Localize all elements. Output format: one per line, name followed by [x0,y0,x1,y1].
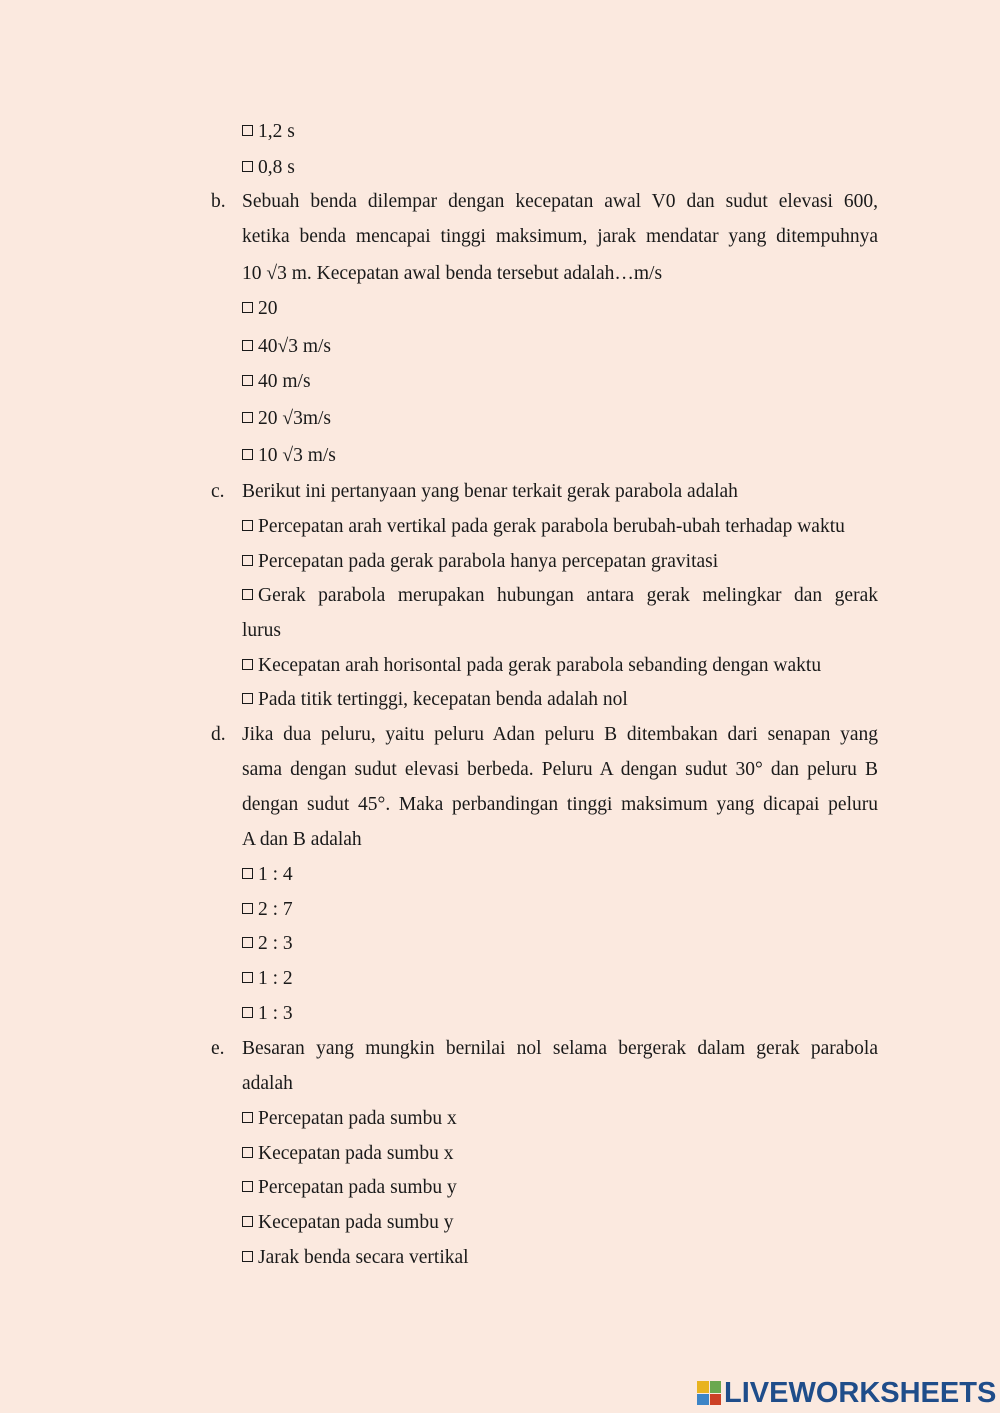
question-e-text-line: Besaran yang mungkin bernilai nol selama bergerak dalam gerak parabola [242,1038,878,1059]
checkbox[interactable] [242,903,253,914]
question-b-text-line: Sebuah benda dilempar dengan kecepatan awal V0 dan sudut elevasi 600, [242,191,878,212]
option-d-2[interactable]: 2 : 7 [242,897,293,923]
checkbox[interactable] [242,659,253,670]
option-d-1[interactable]: 1 : 4 [242,862,293,888]
option-b-4[interactable]: 20 √3m/s [242,406,331,432]
option-b-5[interactable]: 10 √3 m/s [242,443,336,469]
logo-square [697,1381,709,1393]
checkbox[interactable] [242,520,253,531]
option-e-1[interactable]: Percepatan pada sumbu x [242,1106,457,1132]
checkbox[interactable] [242,1216,253,1227]
checkbox[interactable] [242,589,253,600]
checkbox[interactable] [242,1251,253,1262]
question-label-c: c. [211,481,225,502]
question-label-d: d. [211,724,226,745]
checkbox[interactable] [242,375,253,386]
option-c-3-continuation: lurus [242,620,281,641]
option-d-3[interactable]: 2 : 3 [242,931,293,957]
option-d-5[interactable]: 1 : 3 [242,1001,293,1027]
question-d-text-line: Jika dua peluru, yaitu peluru Adan peluru B ditembakan dari senapan yang [242,724,878,745]
option-b-1[interactable]: 20 [242,296,278,322]
option-e-2[interactable]: Kecepatan pada sumbu x [242,1141,453,1167]
question-e-text-line: adalah [242,1073,293,1094]
question-label-b: b. [211,191,226,212]
option-b-3[interactable]: 40 m/s [242,369,311,395]
question-label-e: e. [211,1038,225,1059]
question-b-text-line: 10 √3 m. Kecepatan awal benda tersebut adalah…m/s [242,263,663,284]
question-b-text-line: ketika benda mencapai tinggi maksimum, jarak mendatar yang ditempuhnya [242,226,878,247]
logo-text: LIVEWORKSHEETS [724,1376,997,1409]
checkbox[interactable] [242,412,253,423]
option-c-3[interactable]: Gerak parabola merupakan hubungan antara gerak melingkar dan gerak [242,583,878,609]
option-b-2[interactable]: 40√3 m/s [242,334,331,360]
option-c-5[interactable]: Pada titik tertinggi, kecepatan benda adalah nol [242,687,628,713]
checkbox[interactable] [242,340,253,351]
option-c-4[interactable]: Kecepatan arah horisontal pada gerak parabola sebanding dengan waktu [242,653,821,679]
checkbox[interactable] [242,693,253,704]
question-d-text-line: sama dengan sudut elevasi berbeda. Peluru A dengan sudut 30° dan peluru B [242,759,878,780]
option-d-4[interactable]: 1 : 2 [242,966,293,992]
question-d-text-line: dengan sudut 45°. Maka perbandingan tinggi maksimum yang dicapai peluru [242,794,878,815]
option-prev-2[interactable]: 0,8 s [242,155,295,181]
checkbox[interactable] [242,868,253,879]
option-e-4[interactable]: Kecepatan pada sumbu y [242,1210,453,1236]
checkbox[interactable] [242,1147,253,1158]
checkbox[interactable] [242,555,253,566]
option-prev-1[interactable]: 1,2 s [242,119,295,145]
option-e-5[interactable]: Jarak benda secara vertikal [242,1245,469,1271]
logo-square [710,1394,722,1406]
checkbox[interactable] [242,937,253,948]
checkbox[interactable] [242,125,253,136]
checkbox[interactable] [242,972,253,983]
question-c-text-line: Berikut ini pertanyaan yang benar terkait gerak parabola adalah [242,481,738,502]
checkbox[interactable] [242,449,253,460]
liveworksheets-logo[interactable] [697,1376,996,1410]
checkbox[interactable] [242,1112,253,1123]
logo-square [697,1394,709,1406]
logo-square [710,1381,722,1393]
logo-grid-icon [697,1381,721,1405]
option-c-2[interactable]: Percepatan pada gerak parabola hanya percepatan gravitasi [242,549,718,575]
checkbox[interactable] [242,1007,253,1018]
checkbox[interactable] [242,161,253,172]
option-e-3[interactable]: Percepatan pada sumbu y [242,1175,457,1201]
question-d-text-line: A dan B adalah [242,829,362,850]
checkbox[interactable] [242,1181,253,1192]
checkbox[interactable] [242,302,253,313]
option-c-1[interactable]: Percepatan arah vertikal pada gerak parabola berubah-ubah terhadap waktu [242,514,845,540]
